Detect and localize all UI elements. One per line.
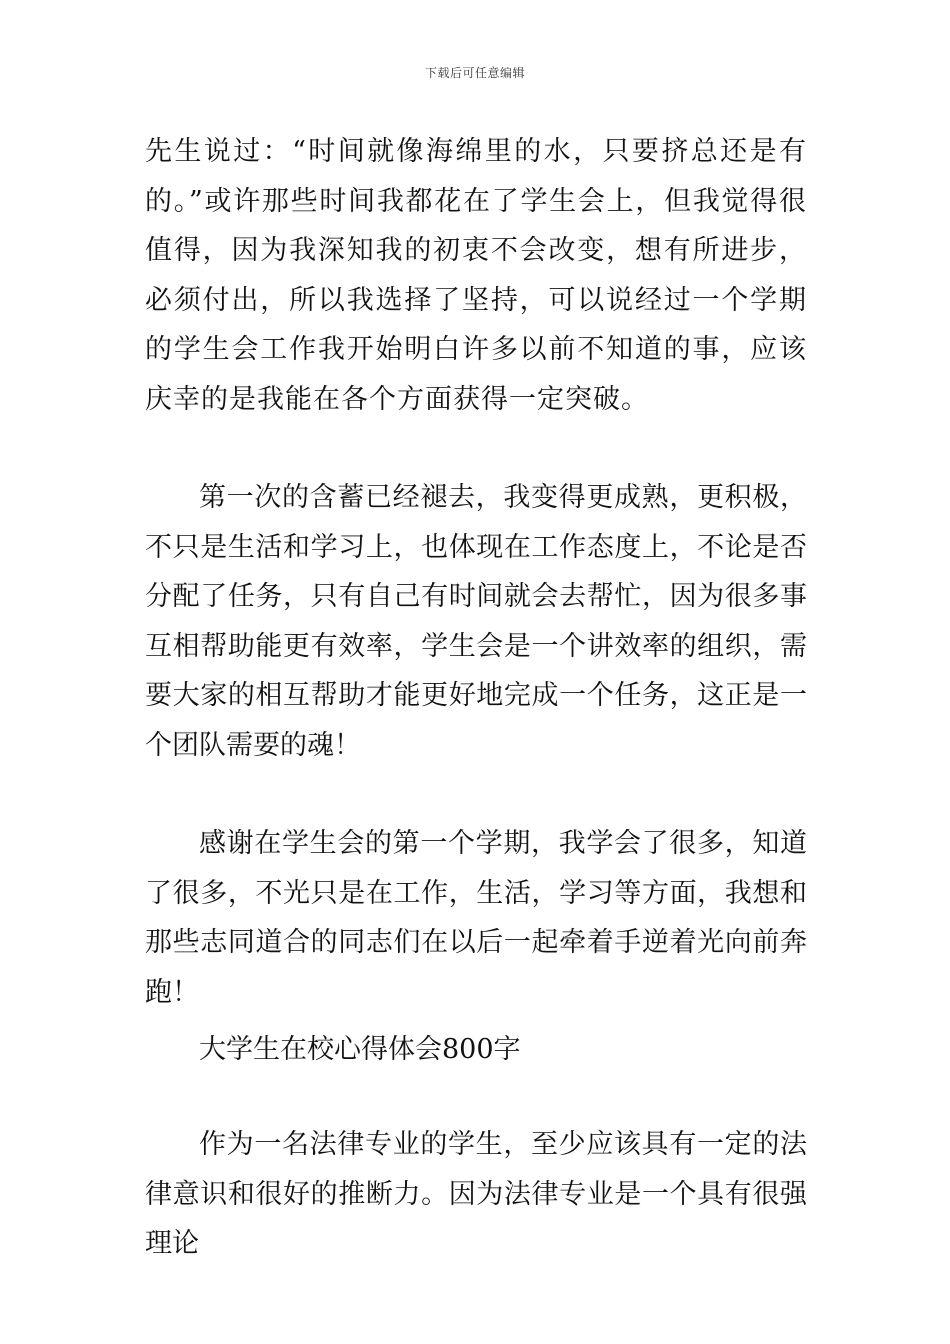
section-title: 大学生在校心得体会800字 xyxy=(199,1034,521,1065)
paragraph-continuation: 先生说过：“时间就像海绵里的水，只要挤总还是有的。”或许那些时间我都花在了学生会上，但我觉得很值得，因为我深知我的初衷不会改变，想有所进步，必须付出，所以我选择了坚持，可以说经过一个学期的学生会工作我开始明白许多以前不知道的事，应该庆幸的是我能在各个方面获得一定突破。 xyxy=(145,136,807,415)
page-header: 下载后可任意编辑 xyxy=(424,66,525,80)
paragraph-thanks: 感谢在学生会的第一个学期，我学会了很多，知道了很多，不光只是在工作，生活，学习等方面，我想和那些志同道合的同志们在以后一起牵着手逆着光向前奔跑！ xyxy=(145,828,807,1008)
paragraph-growth: 第一次的含蓄已经褪去，我变得更成熟，更积极，不只是生活和学习上，也体现在工作态度上，不论是否分配了任务，只有自己有时间就会去帮忙，因为很多事互相帮助能更有效率，学生会是一个讲效率的组织，需要大家的相互帮助才能更好地完成一个任务，这正是一个团队需要的魂！ xyxy=(145,482,807,761)
paragraph-law-student: 作为一名法律专业的学生，至少应该具有一定的法律意识和很好的推断力。因为法律专业是一个具有很强理论 xyxy=(145,1129,807,1259)
